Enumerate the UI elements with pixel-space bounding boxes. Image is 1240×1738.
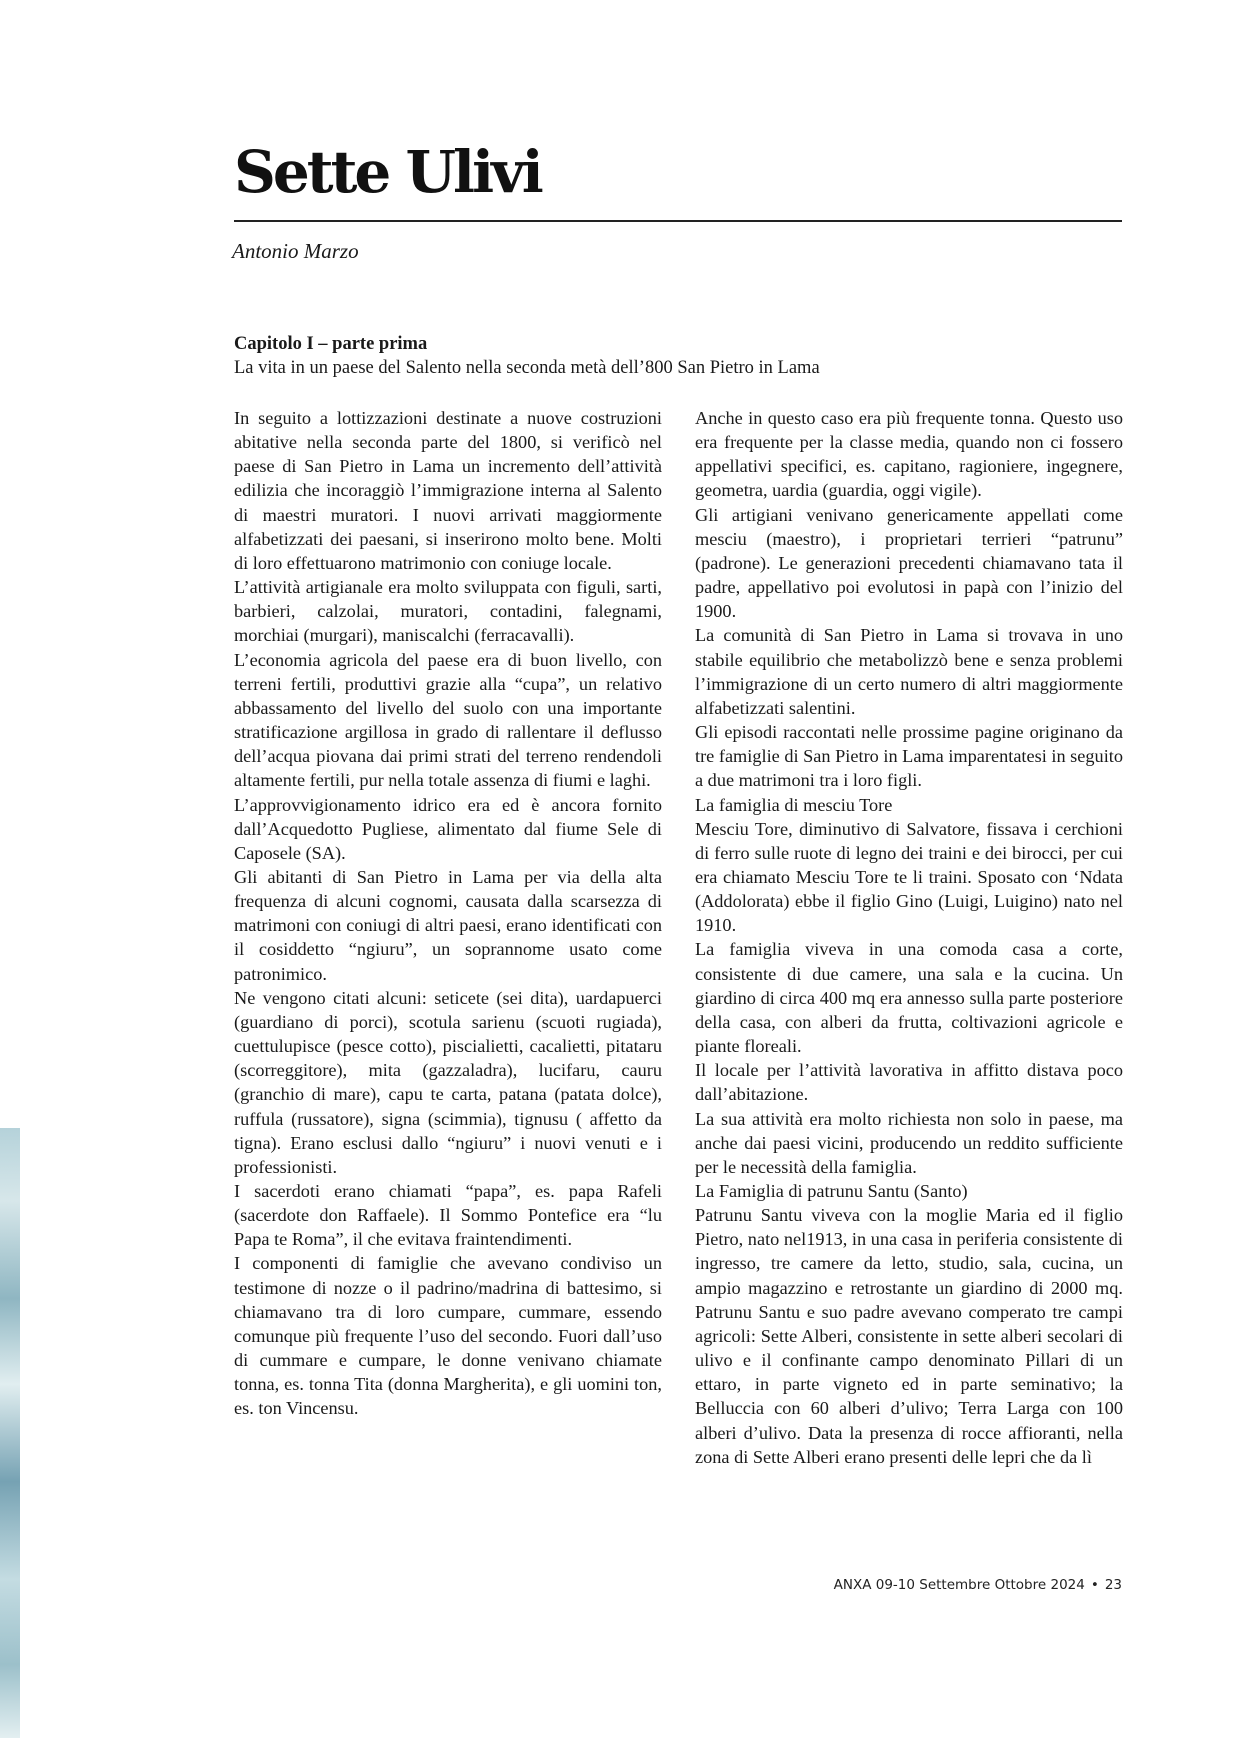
issue-label: ANXA 09-10 Settembre Ottobre 2024 — [833, 1577, 1085, 1593]
paragraph: La famiglia viveva in una comoda casa a corte, consistente di due camere, una sala e la cucina. Un giardino di circa 400 mq era annesso sulla parte posteriore della casa, con alberi da frutta, coltivazioni agricole e piante floreali. — [695, 939, 1123, 1057]
chapter-heading — [234, 332, 1134, 380]
article-title: Sette Ulivi — [234, 138, 541, 206]
left-column — [234, 406, 662, 1421]
paragraph: Gli episodi raccontati nelle prossime pagine originano da tre famiglie di San Pietro in Lama imparentatesi in seguito a due matrimoni tra i loro figli. — [695, 722, 1123, 791]
paragraph: Il locale per l’attività lavorativa in affitto distava poco dall’abitazione. — [695, 1060, 1123, 1105]
page-number: 23 — [1104, 1577, 1122, 1593]
paragraph: L’attività artigianale era molto sviluppata con figuli, sarti, barbieri, calzolai, muratori, contadini, falegnami, morchiai (murgari), maniscalchi (ferracavalli). — [234, 577, 662, 646]
chapter-subtitle: La vita in un paese del Salento nella seconda metà dell’800 San Pietro in Lama — [234, 358, 820, 378]
title-divider — [234, 220, 1122, 222]
paragraph: L’economia agricola del paese era di buon livello, con terreni fertili, produttivi grazie alla “cupa”, un relativo abbassamento del livello del suolo con una importante stratificazione argillosa in grado di rallentare il deflusso dell’acqua piovana dai primi strati del terreno rendendoli altamente fertili, pur nella totale assenza di fiumi e laghi. — [234, 649, 662, 791]
section-heading: La famiglia di mesciu Tore — [695, 794, 893, 815]
paragraph: Patrunu Santu viveva con la moglie Maria ed il figlio Pietro, nato nel1913, in una casa in periferia consistente di ingresso, tre camere da letto, studio, sala, cucina, un ampio magazzino e retrostante un giardino di 2000 mq. Patrunu Santu e suo padre avevano comperato tre campi agricoli: Sette Alberi, consistente in sette alberi secolari di ulivo e il confinante campo denominato Pillari di un ettaro, in parte vigneto ed in parte seminativo; la Belluccia con 60 alberi d’ulivo; Terra Larga con 100 alberi d’ulivo. Data la presenza di rocce affioranti, nella zona di Sette Alberi erano presenti delle lepri che da lì — [695, 1205, 1123, 1467]
bullet-separator: • — [1090, 1577, 1099, 1593]
paragraph: I sacerdoti erano chiamati “papa”, es. papa Rafeli (sacerdote don Raffaele). Il Sommo Pontefice era “lu Papa te Roma”, il che evitava fraintendimenti. — [234, 1181, 662, 1250]
section-heading: La Famiglia di patrunu Santu (Santo) — [695, 1181, 968, 1201]
paragraph: Anche in questo caso era più frequente tonna. Questo uso era frequente per la classe media, quando non ci fossero appellativi specifici, es. capitano, ragioniere, ingegnere, geometra, uardia (guardia, oggi vigile). — [695, 408, 1123, 501]
paragraph: I componenti di famiglie che avevano condiviso un testimone di nozze o il padrino/madrina di battesimo, si chiamavano tra di loro cumpare, cummare, essendo comunque più frequente l’uso del secondo. Fuori dall’uso di cummare e cumpare, le donne venivano chiamate tonna, es. tonna Tita (donna Margherita), e gli uomini ton, es. ton Vincensu. — [234, 1253, 662, 1419]
paragraph: L’approvvigionamento idrico era ed è ancora fornito dall’Acquedotto Pugliese, alimentato dal fiume Sele di Caposele (SA). — [234, 794, 662, 863]
right-column — [695, 406, 1123, 1469]
paragraph: Gli artigiani venivano genericamente appellati come mesciu (maestro), i proprietari terrieri “patrunu” (padrone). Le generazioni precedenti chiamavano tata il padre, appellativo poi evolutosi in papà con l’inizio del 1900. — [695, 504, 1123, 622]
paragraph: Gli abitanti di San Pietro in Lama per via della alta frequenza di alcuni cognomi, causata dalla scarsezza di matrimoni con coniugi di altri paesi, erano identificati con il cosiddetto “ngiuru”, un soprannome usato come patronimico. — [234, 866, 662, 984]
article-author: Antonio Marzo — [232, 239, 359, 263]
paragraph: Ne vengono citati alcuni: seticete (sei dita), uardapuerci (guardiano di porci), scotula sarienu (scuoti rugiada), cuettulupisce (pesce cotto), piscialietti, cacalietti, pitataru (scorreggitore), mita (gazzaladra), lucifaru, cauru (granchio di mare), capu te carta, patana (patata dolce), ruffula (russatore), signa (scimmia), tignusu ( affetto da tigna). Erano esclusi dallo “ngiuru” i nuovi venuti e i professionisti. — [234, 987, 662, 1177]
chapter-title: Capitolo I – parte prima — [234, 334, 428, 354]
paragraph: Mesciu Tore, diminutivo di Salvatore, fissava i cerchioni di ferro sulle ruote di legno dei traini e dei birocci, per cui era chiamato Mesciu Tore te li traini. Sposato con ‘Ndata (Addolorata) ebbe il figlio Gino (Luigi, Luigino) nato nel 1910. — [695, 818, 1123, 936]
paragraph: La comunità di San Pietro in Lama si trovava in uno stabile equilibrio che metabolizzò bene e senza problemi l’immigrazione di un certo numero di altri maggiormente alfabetizzati salentini. — [695, 625, 1123, 718]
paragraph: La sua attività era molto richiesta non solo in paese, ma anche dai paesi vicini, producendo un reddito sufficiente per le necessità della famiglia. — [695, 1108, 1123, 1177]
paragraph: In seguito a lottizzazioni destinate a nuove costruzioni abitative nella seconda parte del 1800, si verificò nel paese di San Pietro in Lama un incremento dell’attività edilizia che incoraggiò l’immigrazione interna al Salento di maestri muratori. I nuovi arrivati maggiormente alfabetizzati dei paesani, si inserirono molto bene. Molti di loro effettuarono matrimonio con coniuge locale. — [234, 408, 662, 573]
side-photo-strip — [0, 1128, 20, 1738]
page-footer — [834, 1577, 1122, 1593]
